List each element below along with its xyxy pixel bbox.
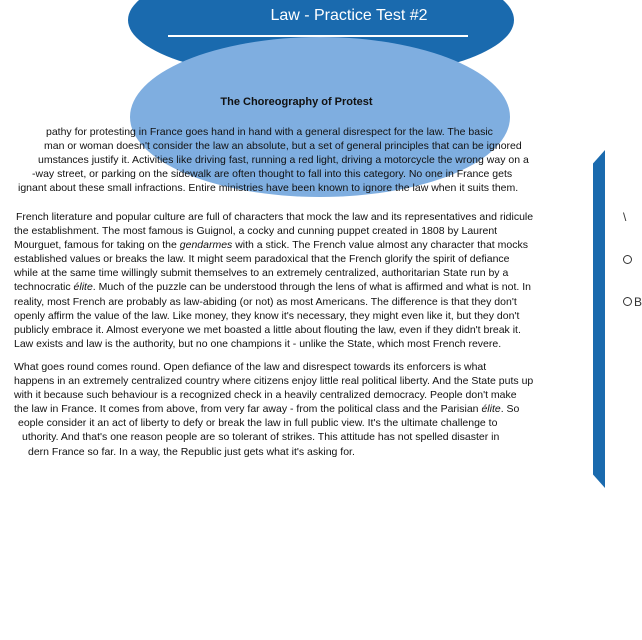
question-fragment: \	[623, 210, 627, 224]
paragraph-line: pathy for protesting in France goes hand in hand with a general disrespect for the law. The basic	[46, 126, 493, 138]
paragraph-line: reality, most French are probably as law-abiding (or not) as most Americans. The difference is that they don't	[14, 295, 517, 308]
paragraph-line: umstances justify it. Activities like driving fast, running a red light, driving a motorcycle the wrong way on a	[38, 154, 529, 167]
passage-title: The Choreography of Protest	[220, 96, 373, 108]
answer-option-b-letter: B	[634, 295, 642, 309]
paragraph-line: the establishment. The most famous is Guignol, a cocky and cunning puppet created in 1808 by Laurent	[14, 225, 498, 238]
paragraph-line: man or woman doesn't consider the law an absolute, but a set of general principles that can be ignored	[44, 140, 522, 153]
passage-paragraph-3	[14, 360, 533, 459]
reading-passage	[0, 90, 590, 470]
paragraph-line: while at the same time willingly submit themselves to an extremely centralized, authoritarian State run by a	[14, 267, 509, 280]
paragraph-line: -way street, or parking on the sidewalk are often thought to fall into this category. No one in France gets	[32, 168, 513, 181]
paragraph-line: the law in France. It comes from above, from very far away - from the political class and the Parisian élite. So	[14, 403, 520, 416]
paragraph-line: Law exists and law is the authority, but no one champions it - unlike the State, which most French revere.	[14, 337, 502, 350]
paragraph-line: publicly embrace it. Almost everyone we met boasted a little about flouting the law, even if they didn't break it.	[14, 323, 521, 336]
answer-option-radio-b[interactable]	[623, 297, 632, 306]
answer-option-radio-a[interactable]	[623, 255, 632, 264]
paragraph-line: happens in an extremely centralized country where citizens enjoy little real political liberty. And the State puts up	[14, 375, 534, 388]
paragraph-line: eople consider it an act of liberty to defy or break the law in full public view. It's the ultimate challenge to	[18, 417, 498, 430]
paragraph-line: established values or breaks the law. It might seem paradoxical that the French glorify the spirit of defiance	[14, 253, 510, 266]
paragraph-line: technocratic élite. Much of the puzzle can be understood through the lens of what is affirmed and what is not. In	[14, 281, 531, 294]
banner-light-band	[60, 37, 580, 62]
passage-paragraph-2	[14, 210, 533, 351]
paragraph-line: uthority. And that's one reason people are so tolerant of strikes. This attitude has not spelled disaster in	[22, 431, 500, 444]
right-panel-edge	[593, 150, 605, 488]
paragraph-line: ignant about these small infractions. Entire ministries have been known to ignore the law when it suits them.	[18, 182, 519, 195]
paragraph-line: French literature and popular culture are full of characters that mock the law and its representatives and ridicule	[16, 211, 534, 223]
banner-divider	[168, 35, 468, 37]
paragraph-line: dern France so far. In a way, the Republic just gets what it's asking for.	[28, 445, 355, 458]
paragraph-line: with it because such behaviour is a recognized check in a heavily centralized democracy. People don't make	[14, 389, 517, 402]
passage-paragraph-1	[18, 125, 529, 195]
page-title: Law - Practice Test #2	[270, 7, 428, 24]
paragraph-line: What goes round comes round. Open defiance of the law and disrespect towards its enforcers is what	[14, 361, 487, 373]
paragraph-line: openly affirm the value of the law. Like money, they know it's necessary, they might even like it, but they don't	[14, 309, 520, 322]
paragraph-line: Mourguet, famous for taking on the gendarmes with a stick. The French value almost any character that mocks	[14, 239, 528, 252]
